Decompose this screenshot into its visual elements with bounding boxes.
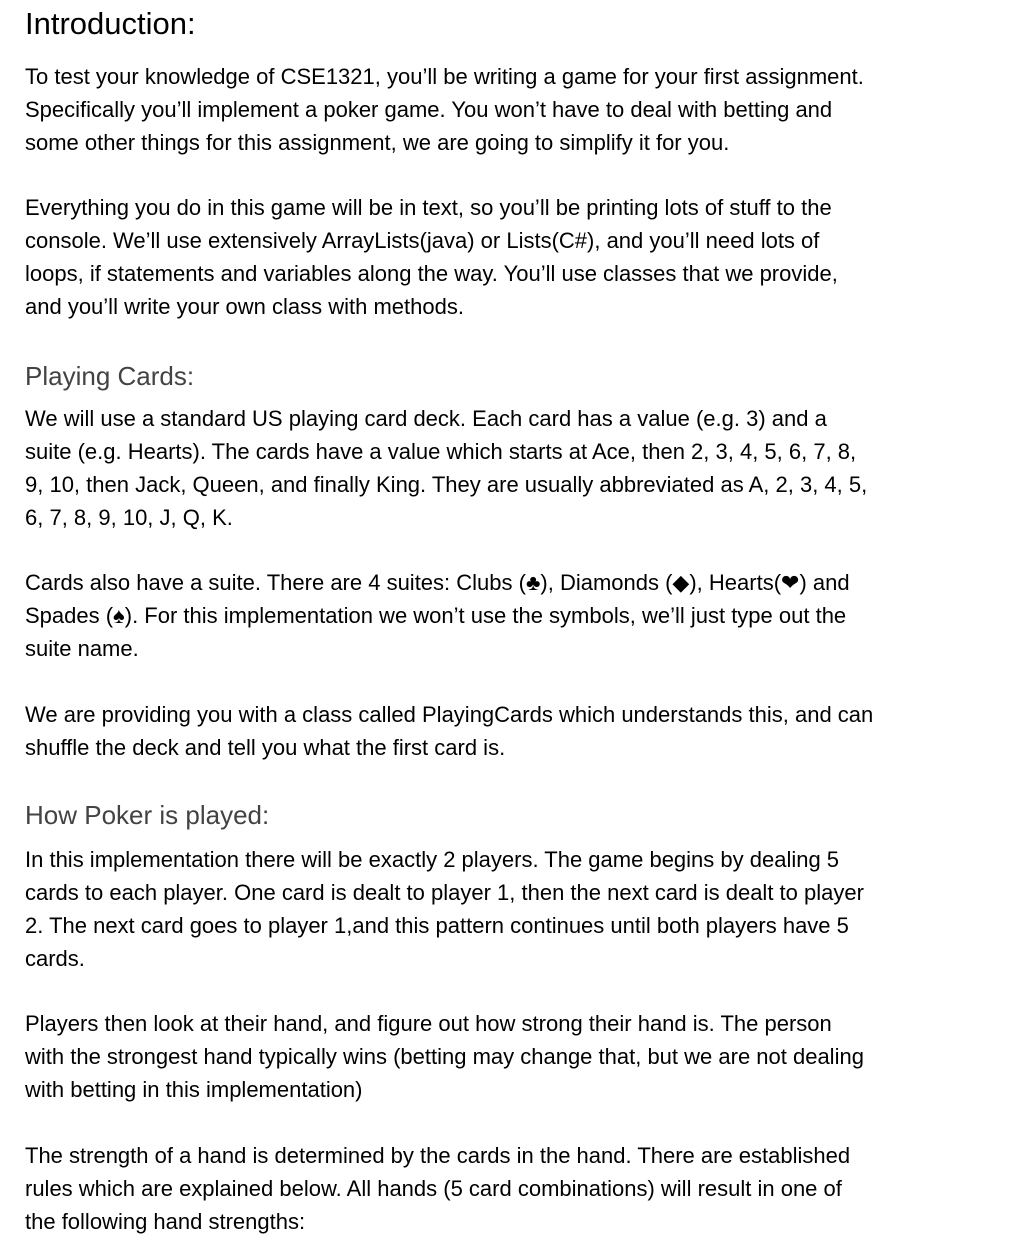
paragraph-line: 9, 10, then Jack, Queen, and finally King. They are usually abbreviated as A, 2, 3, 4, 5, xyxy=(25,472,868,497)
paragraph-line: Spades (♠). For this implementation we won’t use the symbols, we’ll just type out the xyxy=(25,603,847,628)
paragraph-line: We are providing you with a class called PlayingCards which understands this, and can xyxy=(25,702,874,727)
playing-cards-heading: Playing Cards: xyxy=(25,361,195,391)
paragraph-line: shuffle the deck and tell you what the first card is. xyxy=(25,735,506,760)
introduction-heading: Introduction: xyxy=(25,6,196,41)
paragraph-line: loops, if statements and variables along the way. You’ll use classes that we provide, xyxy=(25,261,838,286)
paragraph-line: 6, 7, 8, 9, 10, J, Q, K. xyxy=(25,505,233,530)
how-poker-paragraph-3 xyxy=(25,1139,1000,1238)
paragraph-line: Everything you do in this game will be in text, so you’ll be printing lots of stuff to the xyxy=(25,195,832,220)
how-poker-paragraph-2 xyxy=(25,1007,1000,1106)
playing-cards-paragraph-1 xyxy=(25,402,1000,534)
playing-cards-paragraph-3 xyxy=(25,698,1000,764)
paragraph-line: with betting in this implementation) xyxy=(25,1077,363,1102)
paragraph-line: suite name. xyxy=(25,636,139,661)
paragraph-line: cards. xyxy=(25,946,85,971)
paragraph-line: suite (e.g. Hearts). The cards have a value which starts at Ace, then 2, 3, 4, 5, 6, 7, 8, xyxy=(25,439,857,464)
paragraph-line: To test your knowledge of CSE1321, you’ll be writing a game for your first assignment. xyxy=(25,64,864,89)
playing-cards-paragraph-2 xyxy=(25,566,1000,665)
how-poker-heading: How Poker is played: xyxy=(25,800,270,830)
introduction-paragraph-2 xyxy=(25,191,1000,323)
paragraph-line: and you’ll write your own class with methods. xyxy=(25,294,464,319)
paragraph-line: cards to each player. One card is dealt to player 1, then the next card is dealt to player xyxy=(25,880,864,905)
paragraph-line: In this implementation there will be exactly 2 players. The game begins by dealing 5 xyxy=(25,847,840,872)
paragraph-line: the following hand strengths: xyxy=(25,1209,306,1234)
paragraph-line: with the strongest hand typically wins (betting may change that, but we are not dealing xyxy=(25,1044,864,1069)
paragraph-line: We will use a standard US playing card deck. Each card has a value (e.g. 3) and a xyxy=(25,406,827,431)
paragraph-line: 2. The next card goes to player 1,and this pattern continues until both players have 5 xyxy=(25,913,849,938)
paragraph-line: some other things for this assignment, we are going to simplify it for you. xyxy=(25,130,730,155)
paragraph-line: rules which are explained below. All hands (5 card combinations) will result in one of xyxy=(25,1176,842,1201)
how-poker-paragraph-1 xyxy=(25,843,1000,975)
paragraph-line: The strength of a hand is determined by the cards in the hand. There are established xyxy=(25,1143,851,1168)
paragraph-line: Cards also have a suite. There are 4 suites: Clubs (♣), Diamonds (◆), Hearts(❤) and xyxy=(25,570,850,595)
introduction-paragraph-1 xyxy=(25,60,1000,159)
paragraph-line: Specifically you’ll implement a poker game. You won’t have to deal with betting and xyxy=(25,97,833,122)
paragraph-line: console. We’ll use extensively ArrayLists(java) or Lists(C#), and you’ll need lots of xyxy=(25,228,820,253)
paragraph-line: Players then look at their hand, and figure out how strong their hand is. The person xyxy=(25,1011,832,1036)
